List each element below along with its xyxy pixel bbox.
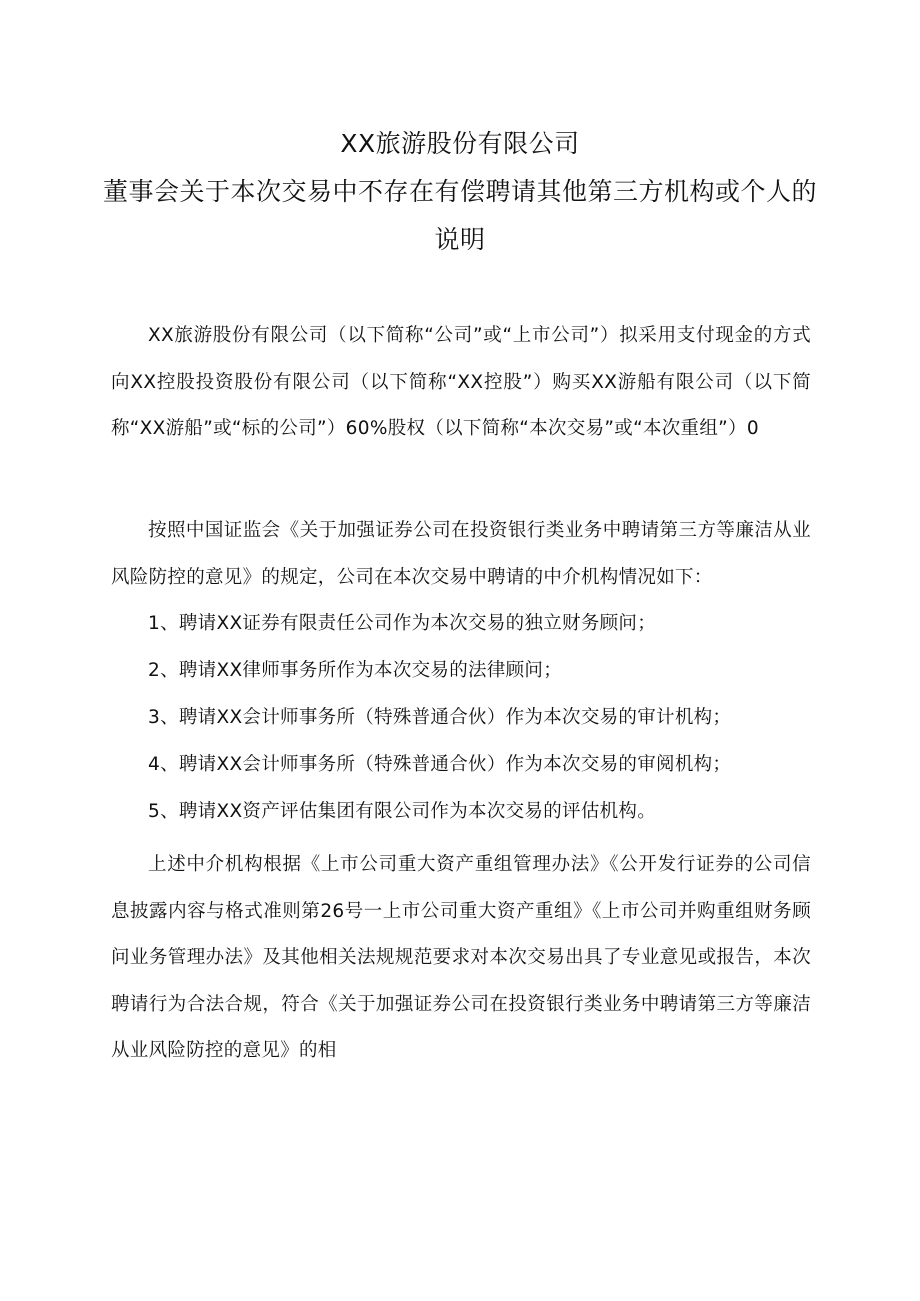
- list-item-3: 3、聘请XX会计师事务所（特殊普通合伙）作为本次交易的审计机构；: [148, 707, 732, 728]
- title-company-name: XX旅游股份有限公司: [340, 129, 580, 158]
- conclusion-paragraph: 上述中介机构根据《上市公司重大资产重组管理办法》《公开发行证券的公司信息披露内容与格式准则第26号一上市公司重大资产重组》《上市公司并购重组财务顾问业务管理办法》及其他相关法规规范要求对本次交易出具了专业意见或报告，本次聘请行为合法合规，符合《关于加强证券公司在投资银行类业务中聘请第三方等廉洁从业风险防控的意见》的相: [111, 854, 811, 1061]
- document-title: [0, 120, 920, 264]
- title-explanation: 说明: [434, 225, 486, 254]
- list-item-2: 2、聘请XX律师事务所作为本次交易的法律顾问；: [148, 660, 563, 681]
- list-item-5: 5、聘请XX资产评估集团有限公司作为本次交易的评估机构。: [148, 801, 657, 822]
- list-item-4: 4、聘请XX会计师事务所（特殊普通合伙）作为本次交易的审阅机构；: [148, 754, 732, 775]
- list-item-1: 1、聘请XX证券有限责任公司作为本次交易的独立财务顾问；: [148, 613, 657, 634]
- title-subject: 董事会关于本次交易中不存在有偿聘请其他第三方机构或个人的: [102, 177, 817, 206]
- basis-paragraph: 按照中国证监会《关于加强证券公司在投资银行类业务中聘请第三方等廉洁从业风险防控的意见》的规定，公司在本次交易中聘请的中介机构情况如下：: [111, 520, 811, 588]
- intro-paragraph: XX旅游股份有限公司（以下简称“公司”或“上市公司”）拟采用支付现金的方式向XX控股投资股份有限公司（以下简称“XX控股”）购买XX游船有限公司（以下简称“XX游船”或“标的公司”）60%股权（以下简称“本次交易”或“本次重组”）0: [111, 325, 811, 439]
